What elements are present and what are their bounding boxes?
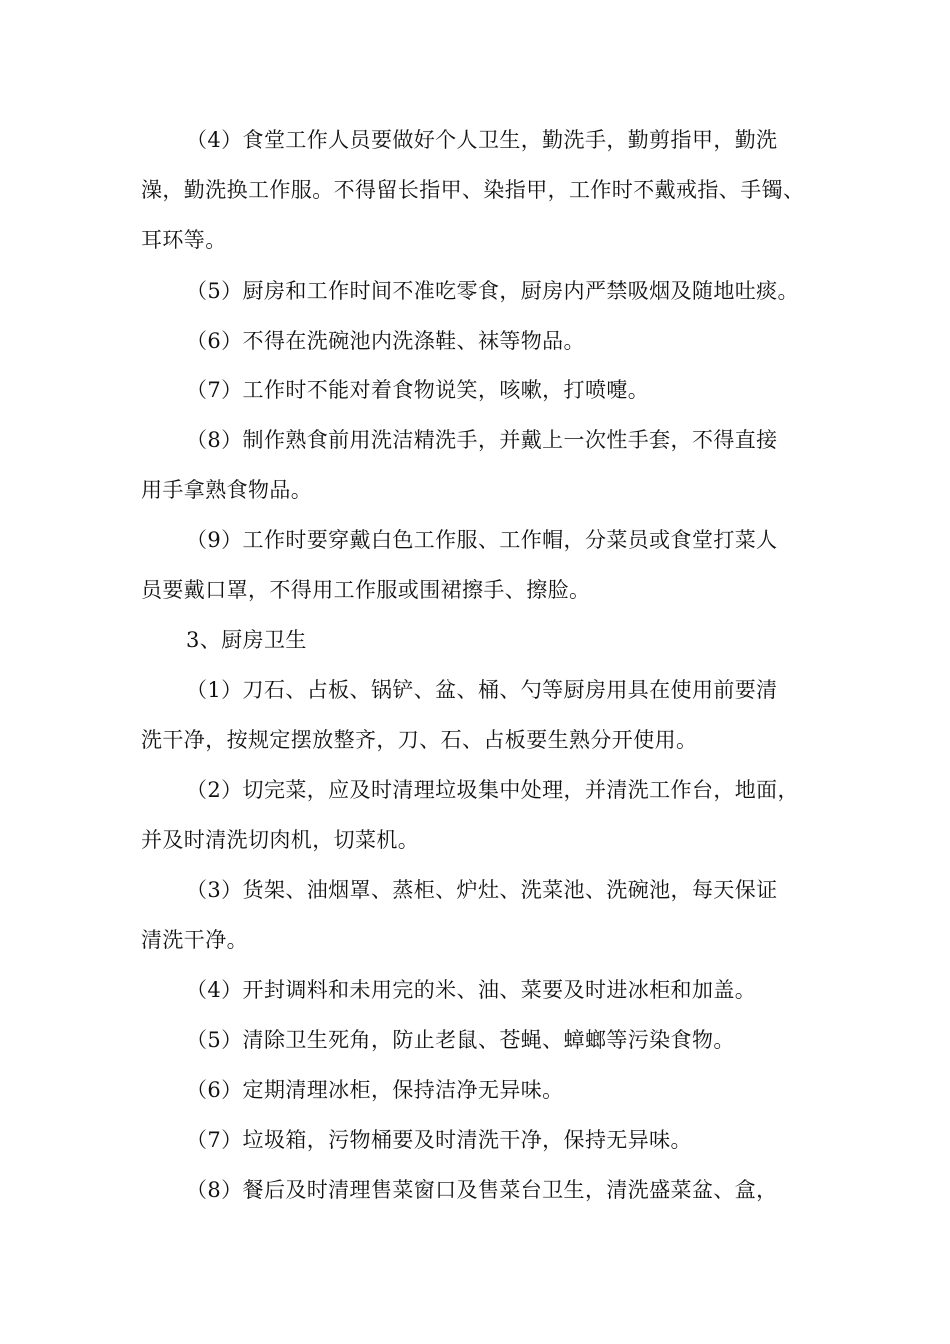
paragraph-line: （6）不得在洗碗池内洗涤鞋、袜等物品。 <box>186 329 585 353</box>
paragraph-line: （8）餐后及时清理售菜窗口及售菜台卫生，清洗盛菜盆、盒， <box>186 1178 778 1202</box>
paragraph-line: （7）工作时不能对着食物说笑，咳嗽，打喷嚏。 <box>186 378 650 402</box>
paragraph-line: （5）清除卫生死角，防止老鼠、苍蝇、蟑螂等污染食物。 <box>186 1028 735 1052</box>
paragraph-line: （6）定期清理冰柜，保持洁净无异味。 <box>186 1078 564 1102</box>
paragraph-line: （2）切完菜，应及时清理垃圾集中处理，并清洗工作台，地面， <box>186 778 799 802</box>
paragraph-line: 员要戴口罩，不得用工作服或围裙擦手、擦脸。 <box>141 578 591 602</box>
paragraph-line: （5）厨房和工作时间不准吃零食，厨房内严禁吸烟及随地吐痰。 <box>186 279 799 303</box>
paragraph-line: 耳环等。 <box>141 228 227 252</box>
paragraph-line: 并及时清洗切肉机，切菜机。 <box>141 828 420 852</box>
paragraph-line: （3）货架、油烟罩、蒸柜、炉灶、洗菜池、洗碗池，每天保证 <box>186 878 778 902</box>
paragraph-line: （4）开封调料和未用完的米、油、菜要及时进冰柜和加盖。 <box>186 978 757 1002</box>
paragraph-line: 洗干净，按规定摆放整齐，刀、石、占板要生熟分开使用。 <box>141 728 698 752</box>
paragraph-line: （8）制作熟食前用洗洁精洗手，并戴上一次性手套，不得直接 <box>186 428 778 452</box>
section-heading: 3、厨房卫生 <box>186 628 307 652</box>
paragraph-line: （9）工作时要穿戴白色工作服、工作帽，分菜员或食堂打菜人 <box>186 528 778 552</box>
paragraph-line: （1）刀石、占板、锅铲、盆、桶、勺等厨房用具在使用前要清 <box>186 678 778 702</box>
paragraph-line: （7）垃圾箱，污物桶要及时清洗干净，保持无异味。 <box>186 1128 692 1152</box>
paragraph-line: 用手拿熟食物品。 <box>141 478 313 502</box>
paragraph-line: （4）食堂工作人员要做好个人卫生，勤洗手，勤剪指甲，勤洗 <box>186 128 778 152</box>
paragraph-line: 澡，勤洗换工作服。不得留长指甲、染指甲，工作时不戴戒指、手镯、 <box>141 178 805 202</box>
paragraph-line: 清洗干净。 <box>141 928 248 952</box>
